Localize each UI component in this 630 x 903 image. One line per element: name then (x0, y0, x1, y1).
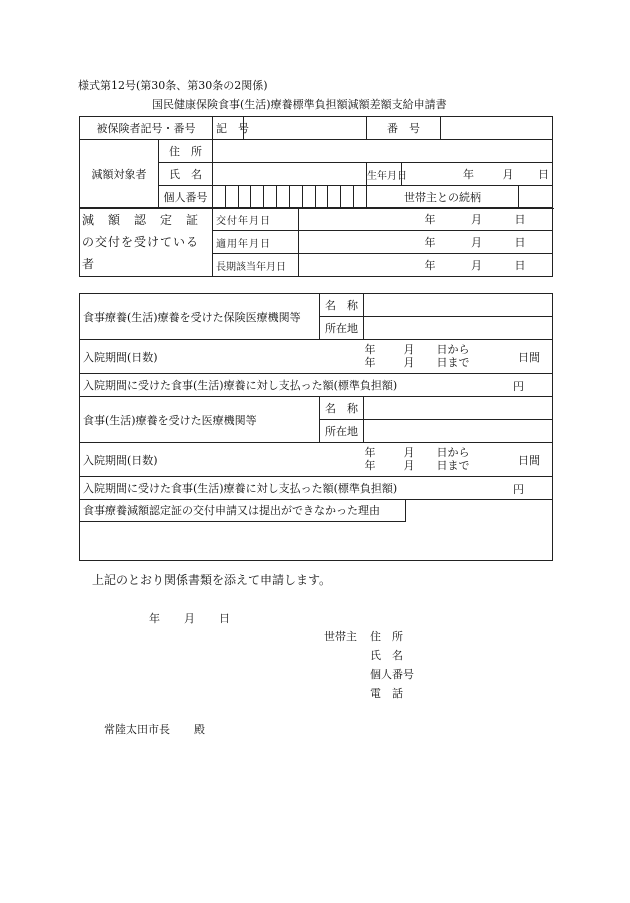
period-2-field[interactable] (320, 443, 553, 477)
year-unit: 年 (424, 236, 436, 249)
applicant-table (79, 116, 553, 209)
paid-amount-1-label: 入院期間に受けた食事(生活)療養に対し支払った額(標準負担額) (80, 374, 364, 397)
year-unit: 年 (364, 343, 376, 356)
certificate-table (79, 207, 553, 277)
from-text: 日から (436, 343, 470, 356)
head-of-household-label: 世帯主 (324, 630, 357, 643)
period-2-label: 入院期間(日数) (80, 443, 320, 477)
addressee (104, 723, 205, 737)
paid-amount-2-label: 入院期間に受けた食事(生活)療養に対し支払った額(標準負担額) (80, 477, 364, 500)
form-title: 国民健康保険食事(生活)療養標準負担額減額差額支給申請書 (152, 98, 447, 111)
year-unit: 年 (424, 213, 436, 226)
institution-1-location-label: 所在地 (320, 317, 364, 340)
period-1-label: 入院期間(日数) (80, 340, 320, 374)
head-address-label: 住 所 (370, 630, 403, 643)
year-unit: 年 (364, 446, 376, 459)
day-unit: 日 (514, 259, 526, 272)
declaration-text: 上記のとおり関係書類を添えて申請します。 (92, 573, 332, 587)
application-date[interactable] (149, 612, 230, 626)
bango-field[interactable] (441, 117, 553, 140)
days-unit: 日間 (518, 351, 540, 364)
institution-2-name-label: 名 称 (320, 397, 364, 420)
year-unit: 年 (149, 612, 160, 625)
reason-label: 食事療養減額認定証の交付申請又は提出ができなかった理由 (80, 500, 406, 522)
month-unit: 月 (403, 343, 415, 356)
birth-label: 生年月日 (367, 163, 402, 186)
apply-date-label: 適用年月日 (213, 231, 299, 254)
target-person-label: 減額対象者 (80, 140, 159, 209)
head-phone-label: 電 話 (370, 687, 403, 700)
month-unit: 月 (471, 259, 482, 272)
to-text: 日まで (436, 459, 470, 472)
addressee-name: 常陸太田市長 (104, 723, 170, 736)
personal-no-label: 個人番号 (159, 186, 213, 209)
issue-date-label: 交付年月日 (213, 208, 299, 231)
day-unit: 日 (514, 236, 526, 249)
day-unit: 日 (219, 612, 230, 625)
day-unit: 日 (538, 168, 549, 181)
month-unit: 月 (403, 459, 415, 472)
institution-1-name-label: 名 称 (320, 294, 364, 317)
institution-1-name-field[interactable] (364, 294, 553, 317)
certificate-holder-label: 減 額 認 定 証 の交付を受けている者 (80, 208, 213, 277)
name-label: 氏 名 (159, 163, 213, 186)
name-field[interactable] (213, 163, 367, 186)
kigo-field[interactable] (244, 117, 367, 140)
paid-amount-2-field[interactable] (364, 477, 553, 500)
month-unit: 月 (184, 612, 195, 625)
honorific: 殿 (194, 723, 205, 736)
institution-1-label: 食事療養(生活)療養を受けた保険医療機関等 (80, 294, 320, 340)
days-unit: 日間 (518, 454, 540, 467)
insured-number-label: 被保険者記号・番号 (80, 117, 213, 140)
head-personal-no-label: 個人番号 (370, 668, 414, 681)
to-text: 日まで (436, 356, 470, 369)
address-field[interactable] (213, 140, 553, 163)
hospitalization-table (79, 293, 553, 561)
form-number: 様式第12号(第30条、第30条の2関係) (78, 79, 268, 92)
year-unit: 年 (364, 459, 376, 472)
month-unit: 月 (502, 168, 514, 181)
relation-field[interactable] (519, 186, 553, 209)
institution-2-location-label: 所在地 (320, 420, 364, 443)
yen-unit: 円 (513, 483, 524, 496)
paid-amount-1-field[interactable] (364, 374, 553, 397)
issue-date-field[interactable] (299, 208, 422, 231)
head-name-label: 氏 名 (370, 649, 403, 662)
relation-label: 世帯主との続柄 (367, 186, 519, 209)
longterm-date-label: 長期該当年月日 (213, 254, 299, 277)
longterm-date-field[interactable] (299, 254, 422, 277)
month-unit: 月 (471, 236, 482, 249)
kigo-label: 記 号 (213, 117, 244, 140)
year-unit: 年 (463, 168, 474, 181)
month-unit: 月 (403, 356, 415, 369)
institution-2-location-field[interactable] (364, 420, 553, 443)
month-unit: 月 (471, 213, 482, 226)
birth-field[interactable] (402, 163, 553, 186)
apply-date-field[interactable] (299, 231, 422, 254)
reason-field[interactable] (80, 500, 553, 561)
day-unit: 日 (514, 213, 526, 226)
yen-unit: 円 (513, 380, 524, 393)
personal-no-boxes[interactable] (213, 186, 367, 209)
year-unit: 年 (424, 259, 436, 272)
month-unit: 月 (403, 446, 415, 459)
institution-2-label: 食事(生活)療養を受けた医療機関等 (80, 397, 320, 443)
year-unit: 年 (364, 356, 376, 369)
institution-2-name-field[interactable] (364, 397, 553, 420)
bango-label: 番 号 (367, 117, 441, 140)
address-label: 住 所 (159, 140, 213, 163)
institution-1-location-field[interactable] (364, 317, 553, 340)
from-text: 日から (436, 446, 470, 459)
period-1-field[interactable] (320, 340, 553, 374)
